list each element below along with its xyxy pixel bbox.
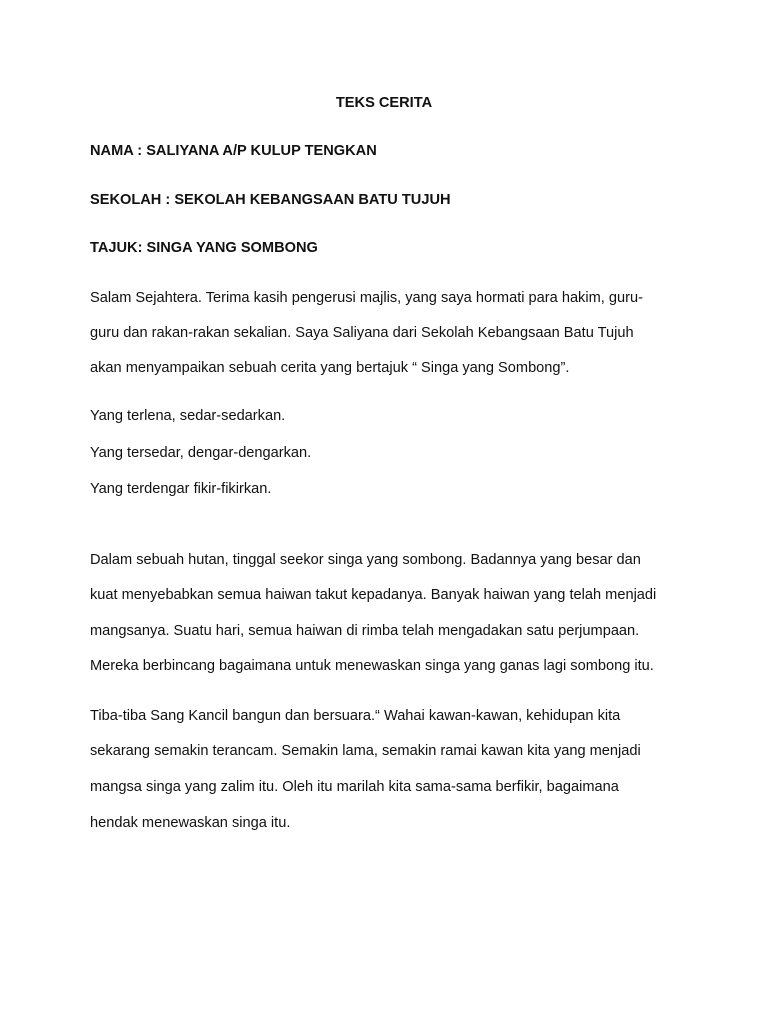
verse-line: Yang tersedar, dengar-dengarkan. bbox=[90, 445, 312, 461]
paragraph3-line: mangsa singa yang zalim itu. Oleh itu marilah kita sama-sama berfikir, bagaimana bbox=[90, 779, 619, 795]
paragraph2-line: Dalam sebuah hutan, tinggal seekor singa yang sombong. Badannya yang besar dan bbox=[90, 552, 641, 568]
document-title: TEKS CERITA bbox=[335, 95, 433, 111]
paragraph1-line: Salam Sejahtera. Terima kasih pengerusi majlis, yang saya hormati para hakim, guru- bbox=[90, 290, 643, 306]
paragraph3-line: hendak menewaskan singa itu. bbox=[90, 815, 291, 831]
paragraph1-line: guru dan rakan-rakan sekalian. Saya Saliyana dari Sekolah Kebangsaan Batu Tujuh bbox=[90, 325, 634, 341]
paragraph3-line: sekarang semakin terancam. Semakin lama, semakin ramai kawan kita yang menjadi bbox=[90, 743, 641, 759]
verse-line: Yang terlena, sedar-sedarkan. bbox=[90, 408, 286, 424]
student-name: NAMA : SALIYANA A/P KULUP TENGKAN bbox=[90, 143, 377, 159]
verse-line: Yang terdengar fikir-fikirkan. bbox=[90, 481, 272, 497]
paragraph2-line: Mereka berbincang bagaimana untuk menewaskan singa yang ganas lagi sombong itu. bbox=[90, 658, 654, 674]
school-name: SEKOLAH : SEKOLAH KEBANGSAAN BATU TUJUH bbox=[90, 192, 451, 208]
paragraph3-line: Tiba-tiba Sang Kancil bangun dan bersuara.“ Wahai kawan-kawan, kehidupan kita bbox=[90, 708, 621, 724]
story-topic: TAJUK: SINGA YANG SOMBONG bbox=[90, 240, 318, 256]
paragraph1-line: akan menyampaikan sebuah cerita yang bertajuk “ Singa yang Sombong”. bbox=[90, 360, 570, 376]
paragraph2-line: kuat menyebabkan semua haiwan takut kepadanya. Banyak haiwan yang telah menjadi bbox=[90, 587, 657, 603]
paragraph2-line: mangsanya. Suatu hari, semua haiwan di rimba telah mengadakan satu perjumpaan. bbox=[90, 623, 640, 639]
